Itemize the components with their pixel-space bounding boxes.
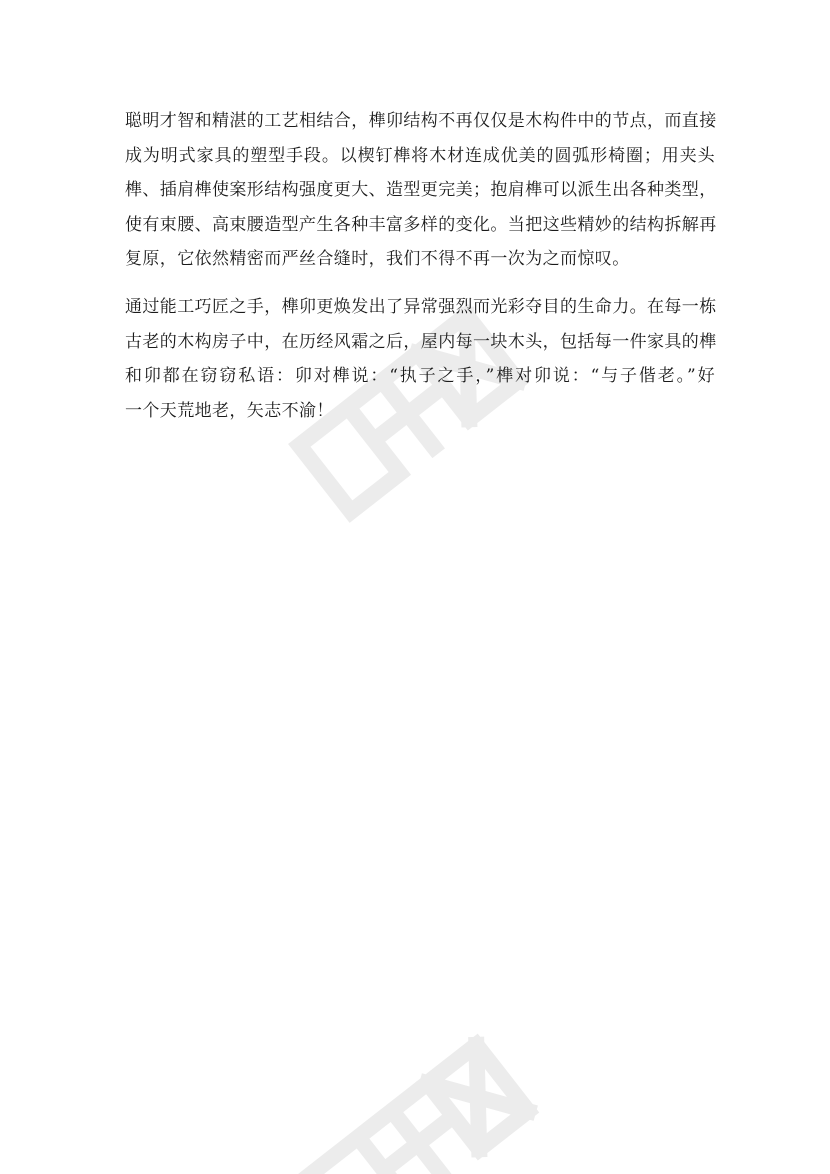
text-line: 聪明才智和精湛的工艺相结合，榫卯结构不再仅仅是木构件中的节点，而直接 <box>125 111 717 131</box>
text-line: 成为明式家具的塑型手段。以楔钉榫将木材连成优美的圆弧形椅圈；用夹头 <box>125 145 715 166</box>
text-line: 和卯都在窃窃私语：卯对榫说：“执子之手，”榫对卯说：“与子偕老。”好 <box>125 366 715 387</box>
document-body <box>125 104 715 441</box>
text-line: 一个天荒地老，矢志不渝！ <box>125 400 334 421</box>
paragraph-1 <box>125 104 715 277</box>
text-line: 复原，它依然精密而严丝合缝时，我们不得不再一次为之而惊叹。 <box>125 249 630 270</box>
text-line: 古老的木构房子中，在历经风霜之后，屋内每一块木头，包括每一件家具的榫 <box>125 331 717 352</box>
text-line: 通过能工巧匠之手，榫卯更焕发出了异常强烈而光彩夺目的生命力。在每一栋 <box>125 296 717 317</box>
text-line: 榫、插肩榫使案形结构强度更大、造型更完美；抱肩榫可以派生出各种类型， <box>125 180 717 201</box>
paragraph-2 <box>125 290 715 428</box>
text-line: 使有束腰、高束腰造型产生各种丰富多样的变化。当把这些精妙的结构拆解再 <box>125 214 717 235</box>
watermark-mark-lower <box>309 1045 528 1174</box>
